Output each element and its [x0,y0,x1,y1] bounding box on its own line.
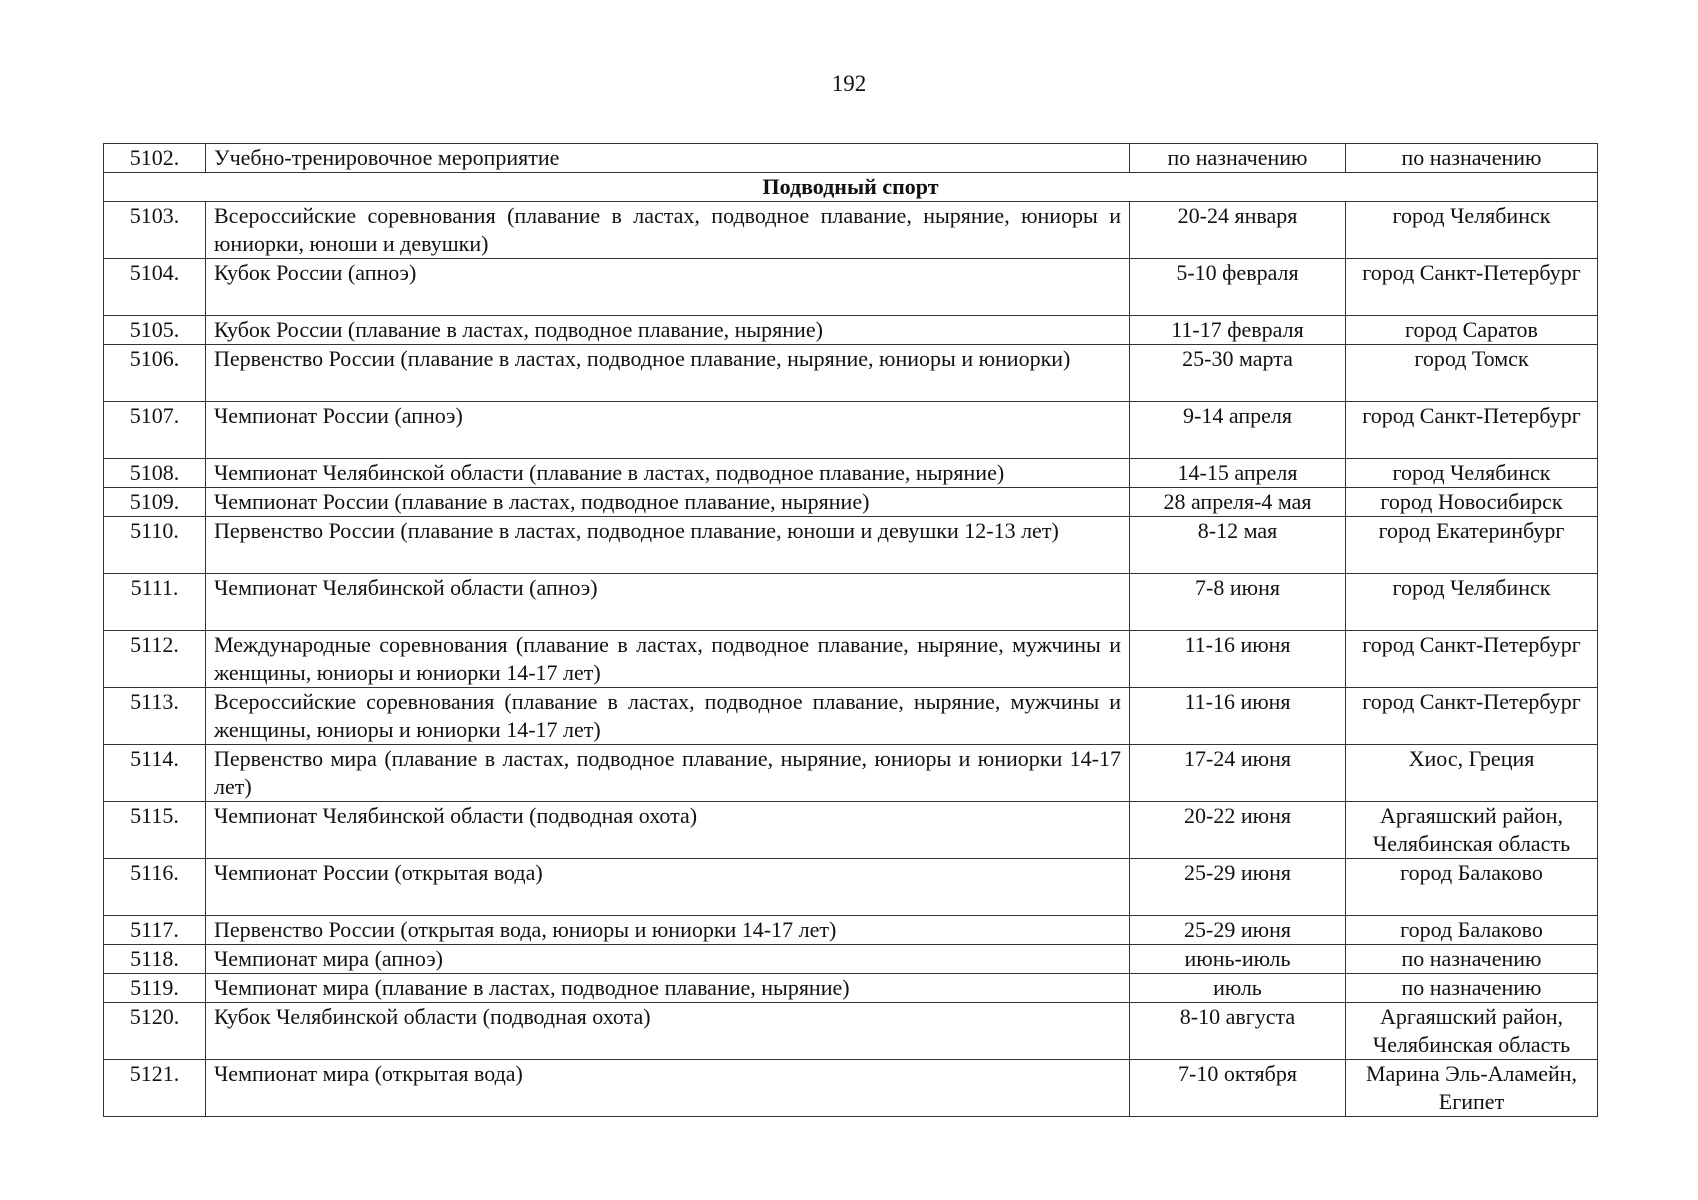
event-description: Чемпионат России (открытая вода) [206,859,1130,916]
row-number: 5103. [104,202,206,259]
event-place: город Томск [1346,345,1598,402]
row-number: 5112. [104,631,206,688]
row-number: 5113. [104,688,206,745]
event-description: Кубок России (апноэ) [206,259,1130,316]
table-row [104,316,1598,345]
event-date: 8-12 мая [1130,517,1346,574]
event-date: 25-29 июня [1130,859,1346,916]
event-date: 20-24 января [1130,202,1346,259]
row-number: 5117. [104,916,206,945]
event-date: 11-16 июня [1130,688,1346,745]
row-number: 5102. [104,144,206,173]
event-description: Всероссийские соревнования (плавание в ластах, подводное плавание, ныряние, юниоры и юниорки, юноши и девушки) [206,202,1130,259]
event-description: Всероссийские соревнования (плавание в ластах, подводное плавание, ныряние, мужчины и женщины, юниоры и юниорки 14-17 лет) [206,688,1130,745]
event-description: Первенство России (плавание в ластах, подводное плавание, юноши и девушки 12-13 лет) [206,517,1130,574]
event-description: Чемпионат России (апноэ) [206,402,1130,459]
event-description: Чемпионат Челябинской области (плавание в ластах, подводное плавание, ныряние) [206,459,1130,488]
table-row [104,574,1598,631]
table-row [104,1003,1598,1060]
event-description: Чемпионат мира (апноэ) [206,945,1130,974]
table-row [104,488,1598,517]
event-place: город Санкт-Петербург [1346,259,1598,316]
section-title: Подводный спорт [104,173,1598,202]
event-place: город Балаково [1346,916,1598,945]
event-place: Аргаяшский район, Челябинская область [1346,802,1598,859]
table-row [104,402,1598,459]
event-place: город Санкт-Петербург [1346,402,1598,459]
section-row [104,173,1598,202]
table-row [104,916,1598,945]
event-description: Первенство России (открытая вода, юниоры и юниорки 14-17 лет) [206,916,1130,945]
event-date: 11-17 февраля [1130,316,1346,345]
event-description: Учебно-тренировочное мероприятие [206,144,1130,173]
event-place: город Саратов [1346,316,1598,345]
event-date: 7-8 июня [1130,574,1346,631]
event-date: 25-29 июня [1130,916,1346,945]
table-row [104,631,1598,688]
row-number: 5120. [104,1003,206,1060]
event-place: Аргаяшский район, Челябинская область [1346,1003,1598,1060]
table-row [104,144,1598,173]
event-place: Хиос, Греция [1346,745,1598,802]
row-number: 5121. [104,1060,206,1117]
event-date: 20-22 июня [1130,802,1346,859]
event-description: Чемпионат Челябинской области (апноэ) [206,574,1130,631]
event-date: 7-10 октября [1130,1060,1346,1117]
event-description: Чемпионат мира (плавание в ластах, подводное плавание, ныряние) [206,974,1130,1003]
event-place: город Челябинск [1346,574,1598,631]
table-row [104,202,1598,259]
table-row [104,259,1598,316]
row-number: 5110. [104,517,206,574]
page-number: 192 [831,71,867,96]
row-number: 5108. [104,459,206,488]
row-number: 5107. [104,402,206,459]
table-row [104,517,1598,574]
table-row [104,688,1598,745]
event-description: Первенство России (плавание в ластах, подводное плавание, ныряние, юниоры и юниорки) [206,345,1130,402]
table-row [104,859,1598,916]
event-description: Чемпионат мира (открытая вода) [206,1060,1130,1117]
row-number: 5114. [104,745,206,802]
row-number: 5119. [104,974,206,1003]
event-date: 17-24 июня [1130,745,1346,802]
event-date: июнь-июль [1130,945,1346,974]
event-place: город Екатеринбург [1346,517,1598,574]
events-table [103,143,1598,1117]
event-description: Международные соревнования (плавание в ластах, подводное плавание, ныряние, мужчины и женщины, юниоры и юниорки 14-17 лет) [206,631,1130,688]
event-description: Кубок России (плавание в ластах, подводное плавание, ныряние) [206,316,1130,345]
event-date: 14-15 апреля [1130,459,1346,488]
event-place: по назначению [1346,945,1598,974]
row-number: 5106. [104,345,206,402]
event-place: город Челябинск [1346,202,1598,259]
row-number: 5115. [104,802,206,859]
event-place: город Балаково [1346,859,1598,916]
table-row [104,345,1598,402]
event-date: 25-30 марта [1130,345,1346,402]
event-date: 5-10 февраля [1130,259,1346,316]
event-place: Марина Эль-Аламейн, Египет [1346,1060,1598,1117]
event-place: город Новосибирск [1346,488,1598,517]
table-row [104,459,1598,488]
table-row [104,945,1598,974]
event-date: 8-10 августа [1130,1003,1346,1060]
row-number: 5104. [104,259,206,316]
table-row [104,745,1598,802]
row-number: 5109. [104,488,206,517]
event-place: город Санкт-Петербург [1346,631,1598,688]
event-date: по назначению [1130,144,1346,173]
event-place: город Челябинск [1346,459,1598,488]
row-number: 5116. [104,859,206,916]
table-row [104,1060,1598,1117]
row-number: 5111. [104,574,206,631]
row-number: 5118. [104,945,206,974]
row-number: 5105. [104,316,206,345]
event-date: 9-14 апреля [1130,402,1346,459]
event-date: 28 апреля-4 мая [1130,488,1346,517]
event-place: по назначению [1346,144,1598,173]
event-place: по назначению [1346,974,1598,1003]
table-row [104,802,1598,859]
event-place: город Санкт-Петербург [1346,688,1598,745]
event-description: Чемпионат России (плавание в ластах, подводное плавание, ныряние) [206,488,1130,517]
event-description: Кубок Челябинской области (подводная охота) [206,1003,1130,1060]
event-date: июль [1130,974,1346,1003]
event-description: Чемпионат Челябинской области (подводная охота) [206,802,1130,859]
event-date: 11-16 июня [1130,631,1346,688]
table-row [104,974,1598,1003]
event-description: Первенство мира (плавание в ластах, подводное плавание, ныряние, юниоры и юниорки 14-17 лет) [206,745,1130,802]
